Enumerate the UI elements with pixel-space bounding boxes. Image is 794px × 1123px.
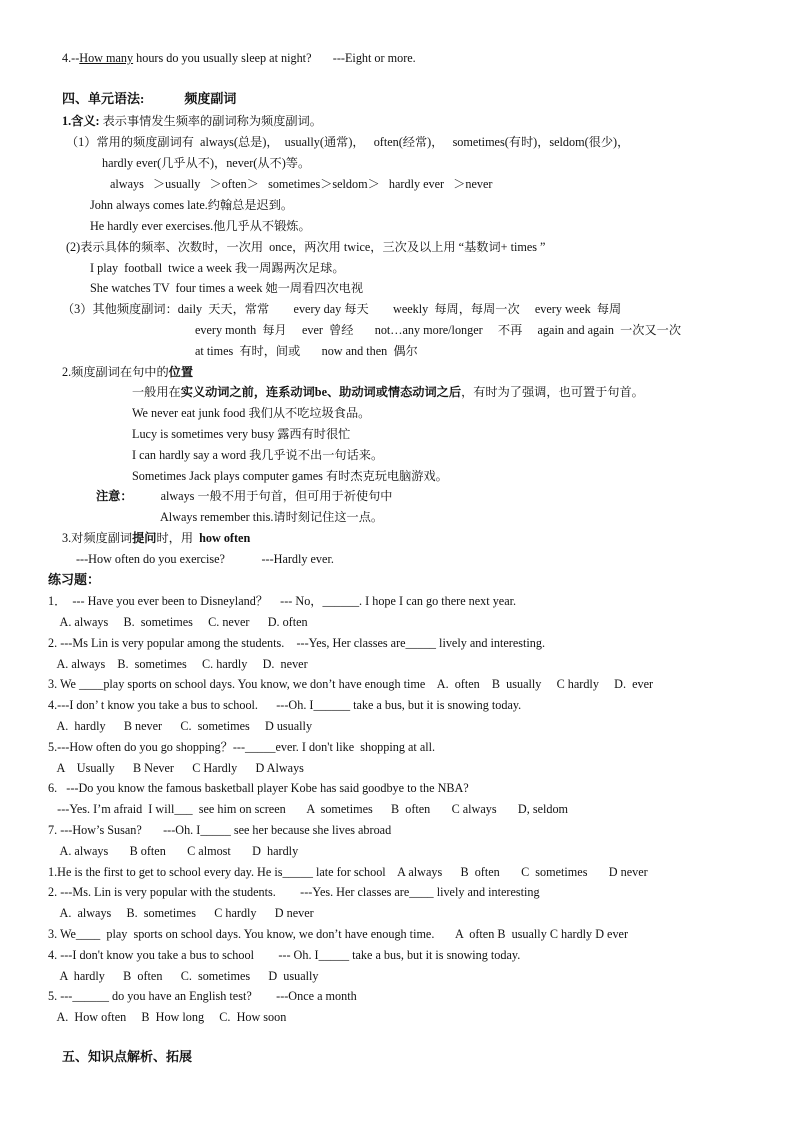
exercise-line: ---Yes. I’m afraid I will___ see him on screen A sometimes B often C always D, seldom — [48, 802, 569, 816]
top-question-underlined: How many — [79, 51, 134, 65]
exercise-line: A Usually B Never C Hardly D Always — [48, 761, 304, 775]
position-heading — [62, 364, 193, 380]
position-example-3: I can hardly say a word 我几乎说不出一句话来。 — [132, 448, 384, 462]
position-rule-c: ，有时为了强调，也可置于句首。 — [461, 385, 644, 399]
top-question-rest: hours do you usually sleep at night? ---Eight or more. — [133, 51, 416, 65]
example-john: John always comes late.约翰总是迟到。 — [90, 198, 294, 212]
position-label-prefix: 2.频度副词在句中的 — [62, 365, 169, 379]
exercise-line: 3. We____ play sports on school days. You know, we don’t have enough time. A often B usually C hardly D ever — [48, 927, 629, 941]
note-example: Always remember this.请时刻记住这一点。 — [160, 510, 384, 524]
exercise-line: A. always B. sometimes C hardly D never — [48, 906, 314, 920]
other-adverbs-line2: every month 每月 ever 曾经 not…any more/longer 不再 again and again 一次又一次 — [195, 323, 682, 337]
exercise-line: 6. ---Do you know the famous basketball player Kobe has said goodbye to the NBA? — [48, 781, 469, 795]
exercise-line: A. How often B How long C. How soon — [48, 1010, 287, 1024]
exercise-line: 1.He is the first to get to school every day. He is_____ late for school A always B often C sometimes D never — [48, 865, 648, 879]
exercise-line: 5.---How often do you go shopping？---_____ever. I don't like shopping at all. — [48, 740, 436, 754]
top-question-prefix: 4.-- — [62, 51, 80, 65]
exercise-line: A. always B. sometimes C. never D. often — [48, 615, 308, 629]
exercise-line: 4. ---I don't know you take a bus to school --- Oh. I_____ take a bus, but it is snowing today. — [48, 948, 521, 962]
ask-bold: 提问 — [132, 531, 157, 545]
exercise-line: A. always B often C almost D hardly — [48, 844, 299, 858]
section4-subtitle: 频度副词 — [184, 91, 237, 106]
exercise-line: 2. ---Ms Lin is very popular among the students. ---Yes, Her classes are_____ lively and interesting. — [48, 636, 545, 650]
common-adverbs-line1: （1）常用的频度副词有 always(总是)， usually(通常)， often(经常)， sometimes(有时)，seldom(很少)， — [66, 135, 630, 149]
ask-example: ---How often do you exercise? ---Hardly ever. — [76, 552, 334, 566]
section4-title: 四、单元语法: — [62, 91, 145, 106]
exercise-line: 2. ---Ms. Lin is very popular with the students. ---Yes. Her classes are____ lively and interesting — [48, 885, 540, 899]
frequency-order-line: always ＞usually ＞often＞ sometimes＞seldom＞ hardly ever ＞never — [110, 177, 493, 191]
ask-prefix: 3.对频度副词 — [62, 531, 133, 545]
position-example-1: We never eat junk food 我们从不吃垃圾食品。 — [132, 406, 371, 420]
specific-frequency-line: (2)表示具体的频率、次数时，一次用 once，两次用 twice，三次及以上用 “基数词+ times ” — [66, 240, 546, 254]
ask-how-often: how often — [199, 531, 251, 545]
position-label-bold: 位置 — [168, 365, 194, 379]
section4-heading — [62, 91, 236, 107]
exercise-line: 5. ---______ do you have an English test? ---Once a month — [48, 989, 357, 1003]
example-he: He hardly ever exercises.他几乎从不锻炼。 — [90, 219, 311, 233]
section5-title: 五、知识点解析、拓展 — [62, 1049, 193, 1064]
position-rule-a: 一般用在 — [132, 385, 181, 399]
exercise-line: 1． --- Have you ever been to Disneyland？ --- No，______. I hope I can go there next year. — [48, 594, 517, 608]
exercise-line: 4.---I don’ t know you take a bus to school. ---Oh. I______ take a bus, but it is snowing today. — [48, 698, 522, 712]
exercise-line: A. always B. sometimes C. hardly D. never — [48, 657, 308, 671]
top-question — [62, 50, 416, 66]
definition-line — [62, 113, 322, 129]
exercise-line: 3. We ____play sports on school days. You know, we don’t have enough time A. often B usually C hardly D. ever — [48, 677, 654, 691]
definition-text: 表示事情发生频率的副词称为频度副词。 — [99, 114, 322, 128]
example-football: I play football twice a week 我一周踢两次足球。 — [90, 261, 345, 275]
other-adverbs-line1: （3）其他频度副词：daily 天天，常常 every day 每天 weekly 每周，每周一次 every week 每周 — [62, 302, 622, 316]
note-text: always 一般不用于句首，但可用于祈使句中 — [160, 489, 393, 503]
definition-label: 1.含义: — [62, 114, 100, 128]
exercises-title: 练习题： — [48, 572, 101, 587]
position-rule-b: 实义动词之前，连系动词be、助动词或情态动词之后 — [180, 385, 462, 399]
position-example-2: Lucy is sometimes very busy 露西有时很忙 — [132, 427, 351, 441]
exercise-line: A. hardly B never C. sometimes D usually — [48, 719, 313, 733]
note-line — [96, 488, 392, 504]
ask-heading — [62, 530, 250, 546]
example-tv: She watches TV four times a week 她一周看四次电视 — [90, 281, 364, 295]
ask-mid: 时，用 — [156, 531, 200, 545]
position-example-4: Sometimes Jack plays computer games 有时杰克玩电脑游戏。 — [132, 469, 448, 483]
other-adverbs-line3: at times 有时，间或 now and then 偶尔 — [195, 344, 418, 358]
exercise-line: 7. ---How’s Susan? ---Oh. I_____ see her because she lives abroad — [48, 823, 392, 837]
exercise-line: A hardly B often C. sometimes D usually — [48, 969, 319, 983]
position-rule — [132, 384, 644, 400]
common-adverbs-line2: hardly ever(几乎从不)，never(从不)等。 — [102, 156, 311, 170]
note-label: 注意： — [96, 489, 133, 503]
